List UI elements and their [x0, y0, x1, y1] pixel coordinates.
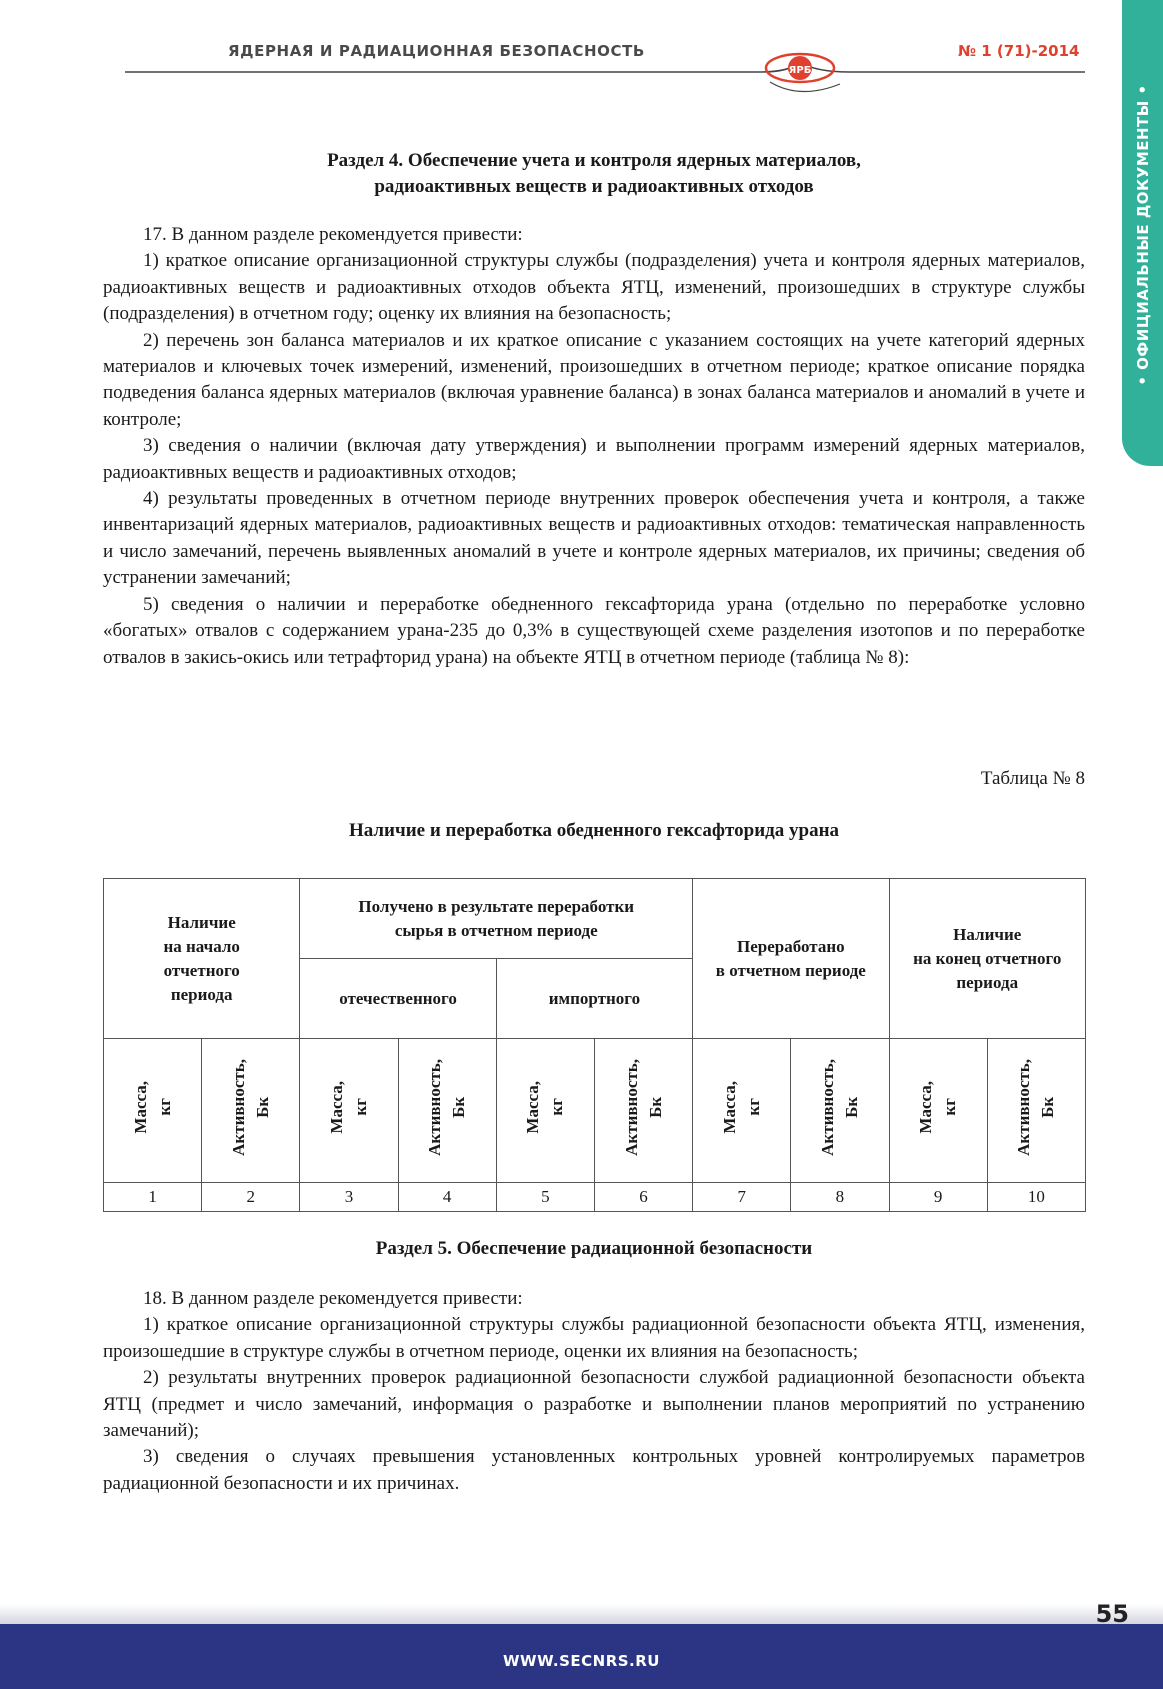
column-number: 5 [496, 1183, 594, 1212]
website-link[interactable]: WWW.SECNRS.RU [502, 1652, 660, 1670]
paragraph: 3) сведения о наличии (включая дату утверждения) и выполнении программ измерений ядерных материалов, радиоактивных веществ и радиоактивных отходов; [103, 435, 1085, 483]
paragraph: 18. В данном разделе рекомендуется привести: [143, 1288, 523, 1309]
section-4-title [103, 148, 1085, 200]
issue-number: № 1 (71)-2014 [958, 42, 1080, 60]
column-number: 6 [594, 1183, 692, 1212]
header-start: Наличие на начало отчетного периода [104, 879, 300, 1039]
section-4-title-line1: Раздел 4. Обеспечение учета и контроля ядерных материалов, [327, 150, 861, 171]
paragraph: 2) перечень зон баланса материалов и их краткое описание с указанием состоящих на учете категорий ядерных материалов и ключевых точек измерений, изменений, произошедших в отчетном периоде; краткое описание порядка подведения баланса ядерных материалов (включая уравнение баланса) в зонах баланса материалов и аномалий в учете и контроле; [103, 329, 1085, 430]
data-table [103, 878, 1086, 1212]
activity-header: Активность, Бк [594, 1039, 692, 1183]
paragraph: 17. В данном разделе рекомендуется привести: [143, 224, 523, 245]
activity-header: Активность, Бк [791, 1039, 889, 1183]
activity-header: Активность, Бк [398, 1039, 496, 1183]
paragraph: 4) результаты проведенных в отчетном периоде внутренних проверок обеспечения учета и контроля, а также инвентаризаций ядерных материалов, радиоактивных веществ и радиоактивных отходов: тематическая направленность и число замечаний, перечень выявленных аномалий в учете и контроле ядерных материалов, их причины; сведения об устранении замечаний; [103, 488, 1085, 589]
mass-header: Масса, кг [496, 1039, 594, 1183]
journal-logo-icon [766, 54, 834, 82]
column-number: 2 [202, 1183, 300, 1212]
column-number: 1 [104, 1183, 202, 1212]
page-number: 55 [1095, 1600, 1129, 1628]
paragraph: 1) краткое описание организационной структуры службы (подразделения) учета и контроля ядерных материалов, радиоактивных веществ и радиоактивных отходов объекта ЯТЦ, изменений, произошедших в структуре службы (подразделения) в отчетном году; оценку их влияния на безопасность; [103, 250, 1085, 325]
mass-header: Масса, кг [104, 1039, 202, 1183]
column-number: 10 [987, 1183, 1085, 1212]
header-end: Наличие на конец отчетного периода [889, 879, 1086, 1039]
paragraph: 3) сведения о случаях превышения установленных контрольных уровней контролируемых параметров радиационной безопасности и их причинах. [103, 1446, 1085, 1494]
side-tab-label: • ОФИЦИАЛЬНЫЕ ДОКУМЕНТЫ • [1133, 84, 1152, 386]
header-imported: импортного [496, 959, 692, 1039]
column-number: 3 [300, 1183, 398, 1212]
section-4 [103, 148, 1085, 671]
header-received: Получено в результате переработки сырья в отчетном периоде [300, 879, 693, 959]
footer-shadow [0, 1604, 1163, 1624]
section-5-title: Раздел 5. Обеспечение радиационной безопасности [375, 1238, 813, 1259]
logo-text: ЯРБ [788, 65, 812, 76]
column-number: 8 [791, 1183, 889, 1212]
column-number: 4 [398, 1183, 496, 1212]
paragraph: 2) результаты внутренних проверок радиационной безопасности службой радиационной безопасности объекта ЯТЦ (предмет и число замечаний, информация о разработке и выполнении планов мероприятий по устранению замечаний); [103, 1367, 1085, 1442]
table-label: Таблица № 8 [980, 768, 1085, 789]
table-title: Наличие и переработка обедненного гексафторида урана [348, 820, 840, 841]
mass-header: Масса, кг [693, 1039, 791, 1183]
mass-header: Масса, кг [889, 1039, 987, 1183]
header-processed: Переработано в отчетном периоде [693, 879, 889, 1039]
journal-title: ЯДЕРНАЯ И РАДИАЦИОННАЯ БЕЗОПАСНОСТЬ [228, 42, 645, 60]
paragraph: 1) краткое описание организационной структуры службы радиационной безопасности объекта ЯТЦ, изменения, произошедшие в структуре службы в отчетном периоде, оценки их влияния на безопасность; [103, 1314, 1085, 1362]
paragraph: 5) сведения о наличии и переработке обедненного гексафторида урана (отдельно по переработке условно «богатых» отвалов с содержанием урана-235 до 0,3% в существующей схеме разделения изотопов и по переработке отвалов в закись-окись или тетрафторид урана) на объекте ЯТЦ в отчетном периоде (таблица № 8): [103, 593, 1085, 668]
page-header [0, 0, 1163, 110]
side-tab-label-wrap [1122, 0, 1163, 466]
column-number: 9 [889, 1183, 987, 1212]
activity-header: Активность, Бк [987, 1039, 1085, 1183]
header-domestic: отечественного [300, 959, 496, 1039]
column-number: 7 [693, 1183, 791, 1212]
activity-header: Активность, Бк [202, 1039, 300, 1183]
section-4-title-line2: радиоактивных веществ и радиоактивных отходов [374, 176, 814, 197]
section-5 [103, 1240, 1085, 1497]
header-rule [0, 0, 1163, 110]
mass-header: Масса, кг [300, 1039, 398, 1183]
